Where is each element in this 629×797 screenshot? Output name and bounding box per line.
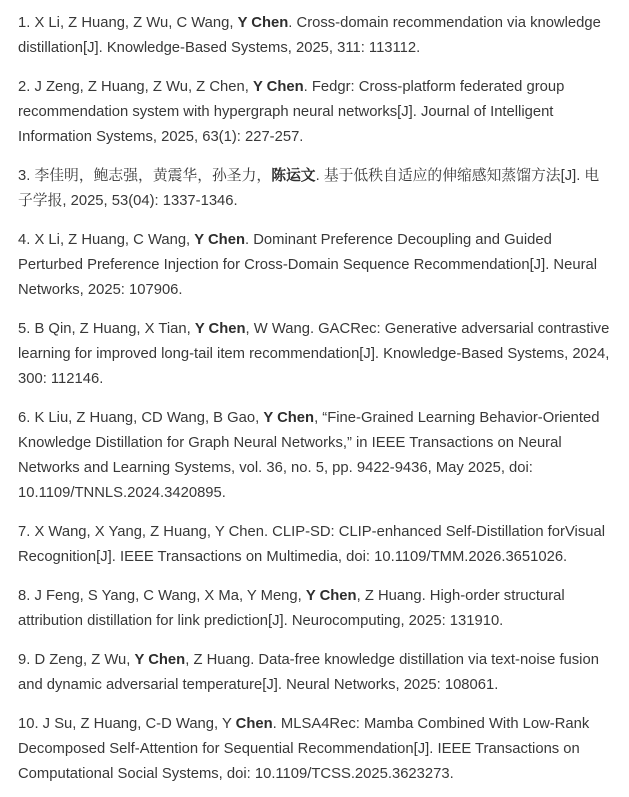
reference-item: 3. 李佳明，鲍志强，黄震华，孙圣力，陈运文. 基于低秩自适应的伸缩感知蒸馏方法[J]. 电子学报, 2025, 53(04): 1337-1346. [18,168,600,209]
highlighted-author: Y Chen [134,652,186,668]
reference-item: 4. X Li, Z Huang, C Wang, Y Chen. Dominant Preference Decoupling and Guided Perturbed Preference Injection for Cross-Domain Sequence Recommendation[J]. Neural Networks, 2025: 107906. [18,232,598,298]
reference-item: 5. B Qin, Z Huang, X Tian, Y Chen, W Wang. GACRec: Generative adversarial contrastive learning for improved long-tail item recommendation[J]. Knowledge-Based Systems, 2024, 300: 112146. [18,321,610,387]
reference-item: 6. K Liu, Z Huang, CD Wang, B Gao, Y Chen, “Fine-Grained Learning Behavior-Oriented Knowledge Distillation for Graph Neural Networks,” in IEEE Transactions on Neural Networks and Learning Systems, vol. 36, no. 5, pp. 9422-9436, May 2025, doi: 10.1109/TNNLS.2024.3420895. [18,410,600,501]
highlighted-author: Y Chen [194,232,245,248]
highlighted-author: Y Chen [237,15,289,31]
reference-item: 7. X Wang, X Yang, Z Huang, Y Chen. CLIP-SD: CLIP-enhanced Self-Distillation forVisual Recognition[J]. IEEE Transactions on Multimedia, doi: 10.1109/TMM.2026.3651026. [18,524,605,565]
reference-item: 8. J Feng, S Yang, C Wang, X Ma, Y Meng, Y Chen, Z Huang. High-order structural attribution distillation for link prediction[J]. Neurocomputing, 2025: 131910. [18,588,565,629]
highlighted-author: 陈运文 [271,168,316,184]
highlighted-author: Y Chen [252,79,304,95]
highlighted-author: Chen [235,716,273,732]
highlighted-author: Y Chen [305,588,357,604]
reference-item: 2. J Zeng, Z Huang, Z Wu, Z Chen, Y Chen. Fedgr: Cross-platform federated group recommendation system with hypergraph neural networks[J]. Journal of Intelligent Information Systems, 2025, 63(1): 227-257. [18,79,565,145]
highlighted-author: Y Chen [194,321,246,337]
highlighted-author: Y Chen [263,410,315,426]
reference-item: 9. D Zeng, Z Wu, Y Chen, Z Huang. Data-free knowledge distillation via text-noise fusion and dynamic adversarial temperature[J]. Neural Networks, 2025: 108061. [18,652,599,693]
reference-item: 1. X Li, Z Huang, Z Wu, C Wang, Y Chen. Cross-domain recommendation via knowledge distillation[J]. Knowledge-Based Systems, 2025, 311: 113112. [18,15,601,56]
reference-item: 10. J Su, Z Huang, C-D Wang, Y Chen. MLSA4Rec: Mamba Combined With Low-Rank Decomposed Self-Attention for Sequential Recommendation[J]. IEEE Transactions on Computational Social Systems, doi: 10.1109/TCSS.2025.3623273. [18,716,590,782]
